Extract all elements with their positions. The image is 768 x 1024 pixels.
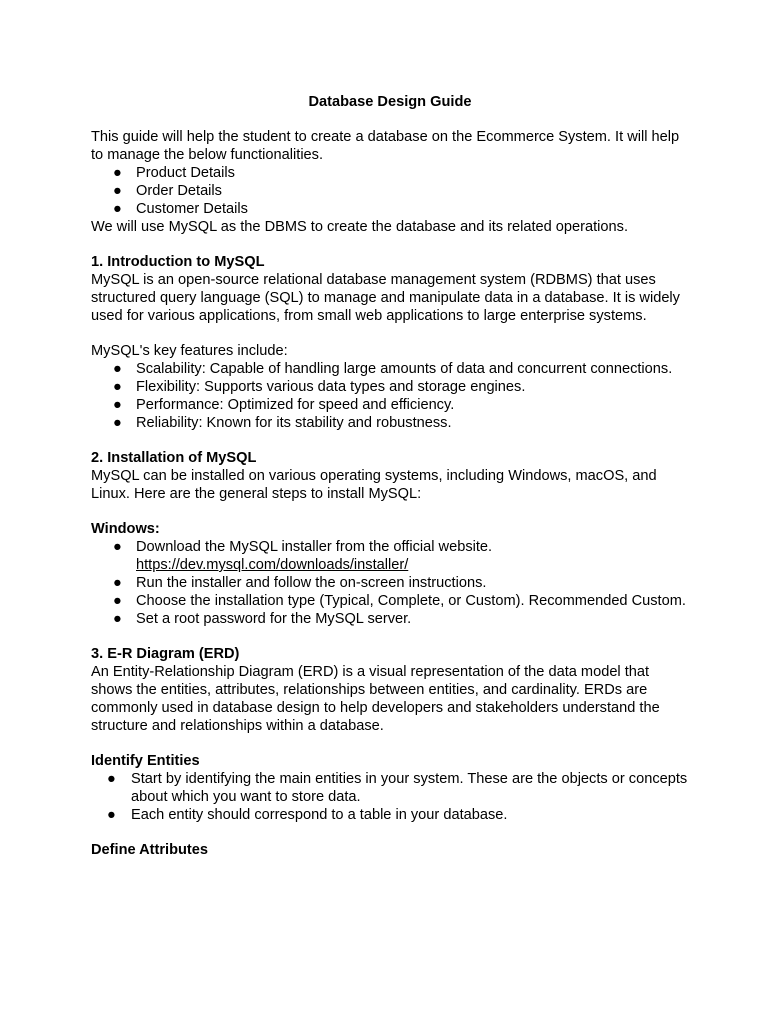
list-item [91,414,691,432]
list-item [91,360,691,378]
section-heading-introduction: 1. Introduction to MySQL [91,254,265,270]
intro-list [91,164,691,218]
list-item-text: Scalability: Capable of handling large amounts of data and concurrent connections. [136,361,673,377]
list-item [91,770,691,806]
bullet-icon: ● [107,807,116,823]
list-item [91,200,691,218]
list-item [91,610,691,628]
list-item [91,396,691,414]
list-item-text: Set a root password for the MySQL server. [136,611,412,627]
bullet-icon: ● [113,183,122,199]
list-item [91,182,691,200]
features-intro: MySQL's key features include: [91,343,288,359]
bullet-icon: ● [113,201,122,217]
bullet-icon: ● [113,593,122,609]
list-item-text: Order Details [136,183,222,199]
windows-heading: Windows: [91,521,160,537]
list-item [91,574,691,592]
identify-entities-heading: Identify Entities [91,753,200,769]
intro-paragraph: This guide will help the student to create a database on the Ecommerce System. It will help to manage the below functionalities. [91,129,680,163]
intro-after-paragraph: We will use MySQL as the DBMS to create the database and its related operations. [91,219,629,235]
bullet-icon: ● [113,539,122,555]
document-page [91,93,691,859]
list-item-text: Choose the installation type (Typical, Complete, or Custom). Recommended Custom. [136,593,686,609]
bullet-icon: ● [107,771,116,787]
list-item [91,164,691,182]
introduction-paragraph: MySQL is an open-source relational database management system (RDBMS) that uses structured query language (SQL) to manage and manipulate data in a database. It is widely used for various applications, from small web applications to large enterprise systems. [91,272,680,324]
list-item-text: Start by identifying the main entities in your system. These are the objects or concepts about which you want to store data. [131,771,688,805]
bullet-icon: ● [113,379,122,395]
erd-paragraph: An Entity-Relationship Diagram (ERD) is a visual representation of the data model that shows the entities, attributes, relationships between entities, and cardinality. ERDs are commonly used in database design to help developers and stakeholders understand the structure and relationships within a database. [91,664,660,734]
bullet-icon: ● [113,361,122,377]
list-item-text: Customer Details [136,201,248,217]
bullet-icon: ● [113,611,122,627]
bullet-icon: ● [113,415,122,431]
section-heading-installation: 2. Installation of MySQL [91,450,257,466]
windows-steps-list [91,538,691,628]
list-item-text: Each entity should correspond to a table in your database. [131,807,508,823]
list-item-text: Download the MySQL installer from the official website. [136,539,493,555]
list-item [91,378,691,396]
features-list [91,360,691,432]
installer-download-link[interactable]: https://dev.mysql.com/downloads/installer/ [136,557,409,573]
bullet-icon: ● [113,165,122,181]
installation-paragraph: MySQL can be installed on various operating systems, including Windows, macOS, and Linux. Here are the general steps to install MySQL: [91,468,657,502]
list-item [91,806,691,824]
define-attributes-heading: Define Attributes [91,842,209,858]
list-item-text: Performance: Optimized for speed and efficiency. [136,397,455,413]
bullet-icon: ● [113,397,122,413]
list-item [91,592,691,610]
list-item-text: Reliability: Known for its stability and robustness. [136,415,452,431]
document-title: Database Design Guide [308,94,472,110]
list-item-text: Run the installer and follow the on-screen instructions. [136,575,487,591]
identify-entities-list [91,770,691,824]
list-item-text: Product Details [136,165,235,181]
bullet-icon: ● [113,575,122,591]
section-heading-erd: 3. E-R Diagram (ERD) [91,646,240,662]
list-item [91,538,691,574]
list-item-text: Flexibility: Supports various data types and storage engines. [136,379,526,395]
